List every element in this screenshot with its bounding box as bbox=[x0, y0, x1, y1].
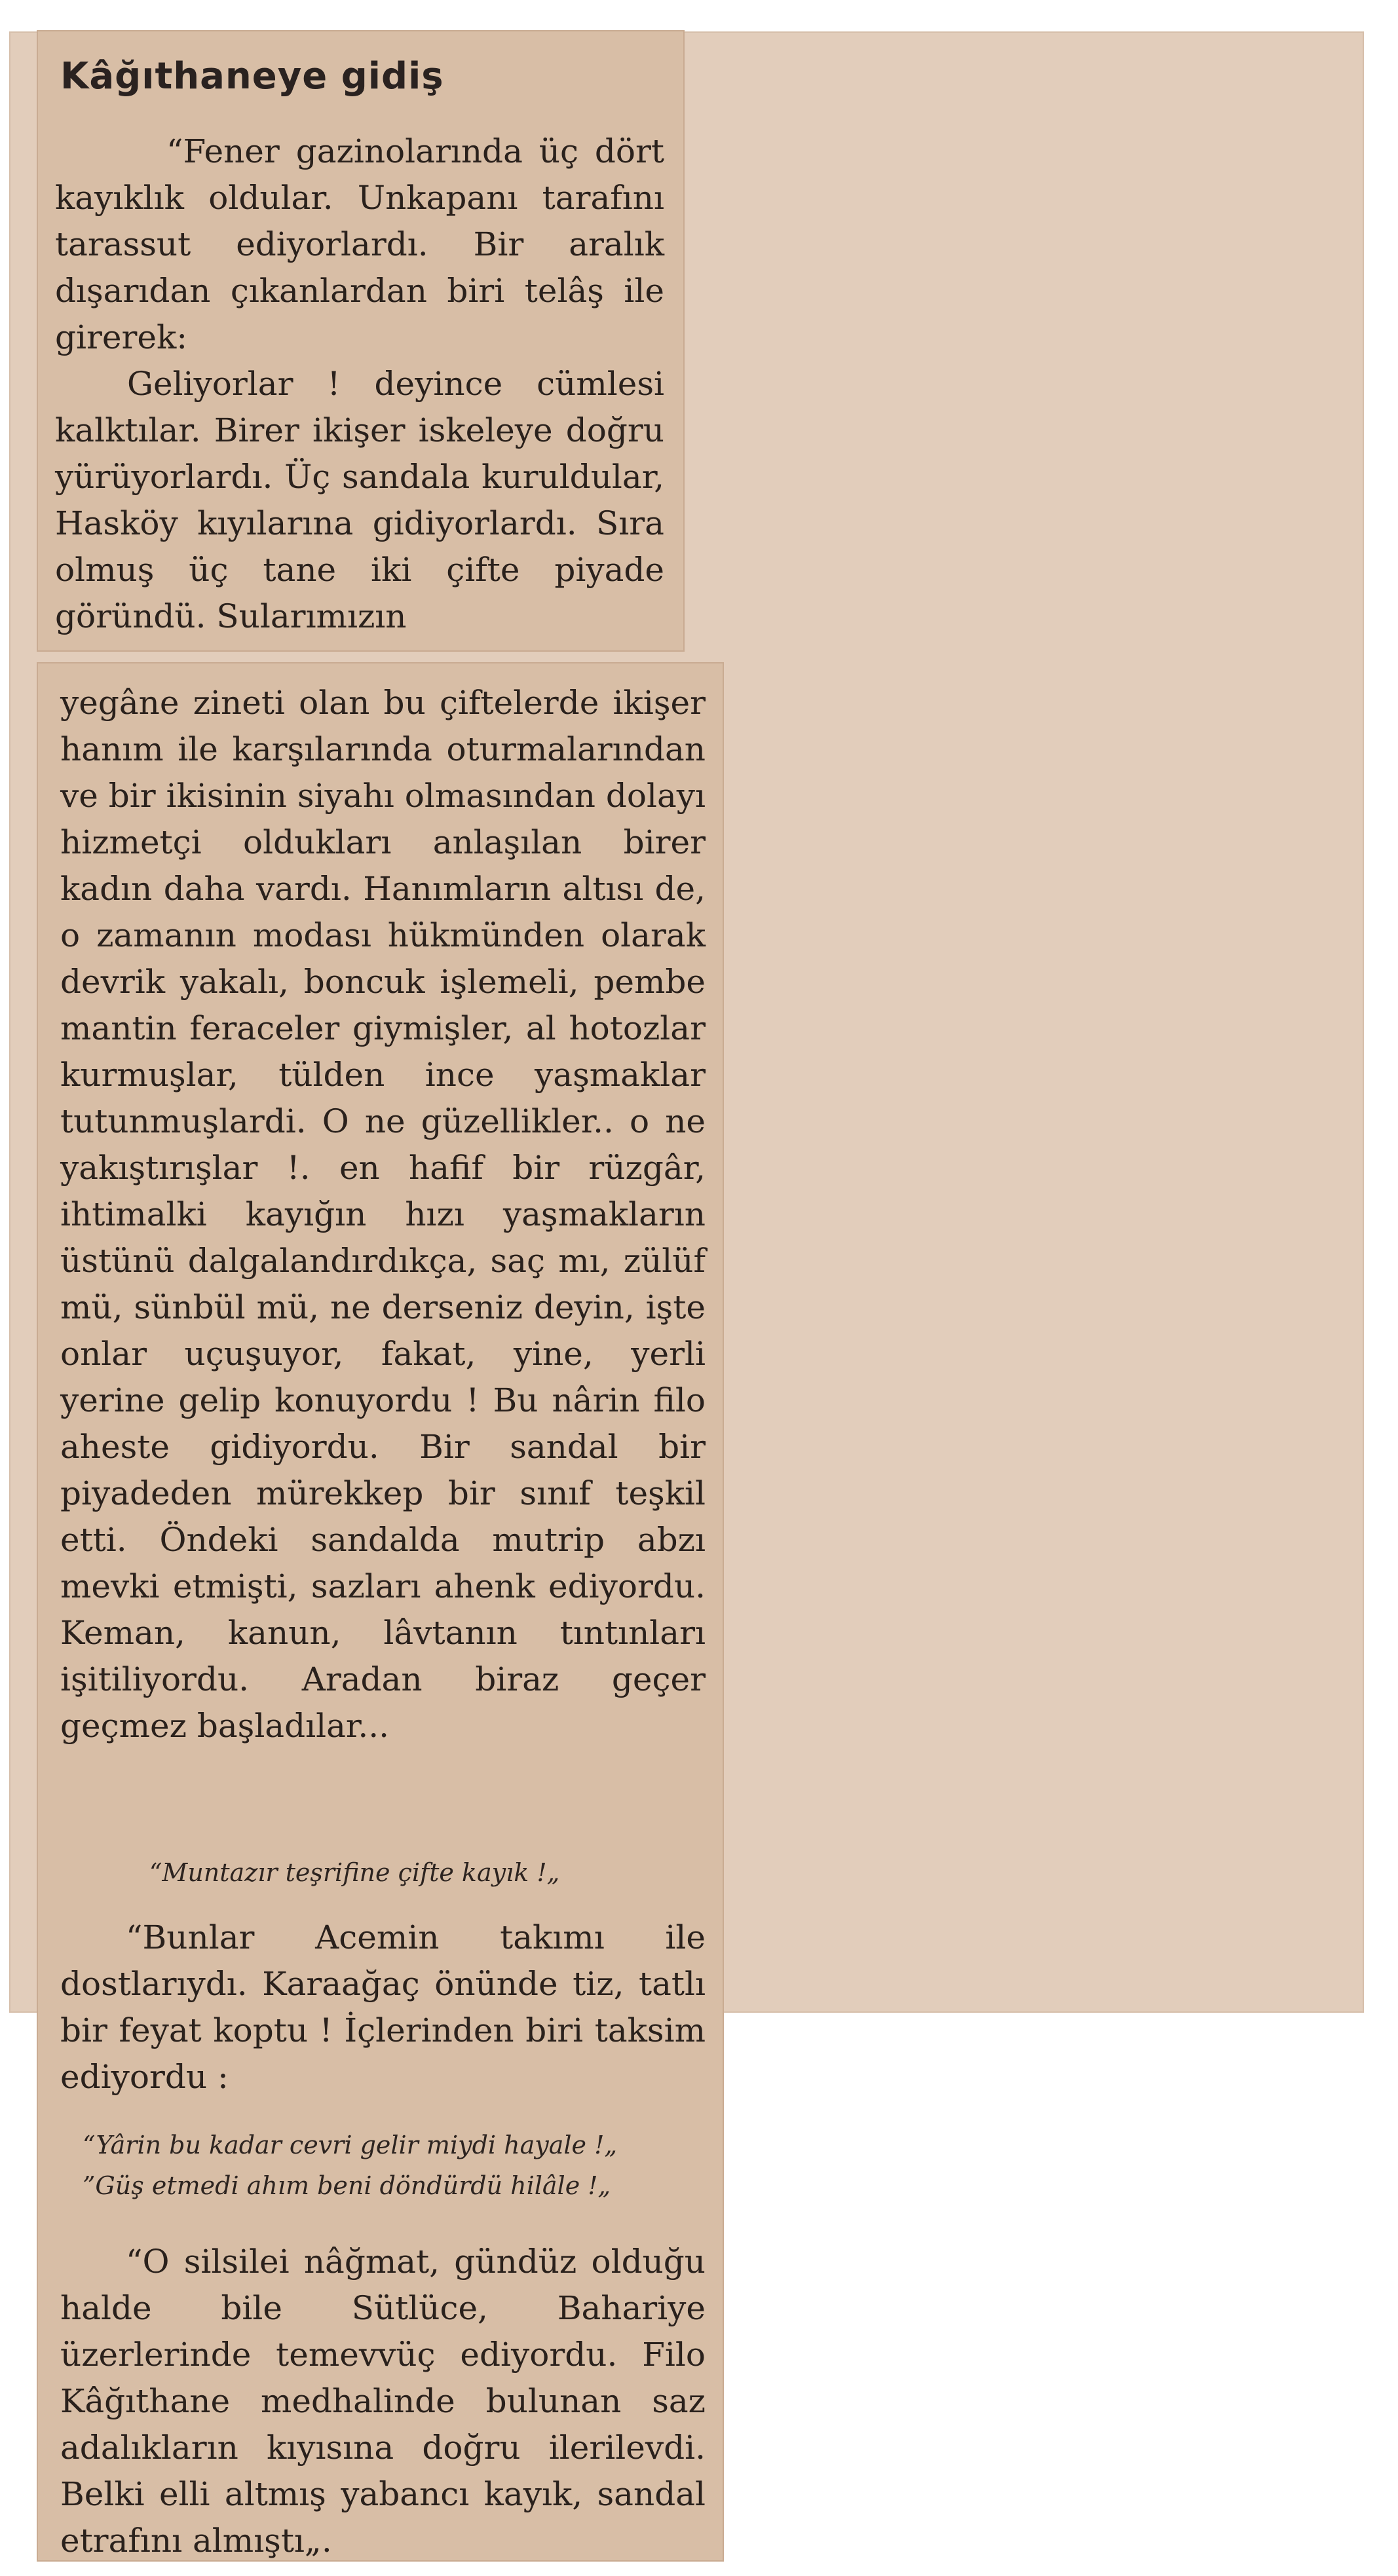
paragraph-3: yegâne zineti olan bu çiftelerde ikişer hanım ile karşılarında oturmalarından ve bir ikisinin siyahı olmasından dolayı hizmetçi oldukları anlaşılan birer kadın daha vardı. Hanımların altısı de, o zamanın modası hükmünden olarak devrik yakalı, boncuk işlemeli, pembe mantin feraceler giymişler, al hotozlar kurmuşlar, tülden ince yaşmaklar tutunmuşlardi. O ne güzellikler.. o ne yakıştırışlar !. en hafif bir rüzgâr, ihtimalki kayığın hızı yaşmakların üstünü dalgalandırdıkça, saç mı, zülüf mü, sünbül mü, ne derseniz deyin, işte onlar uçuşuyor, fakat, yine, yerli yerine gelip konuyordu ! Bu nârin filo aheste gidiyordu. Bir sandal bir piyadeden mürekkep bir sınıf teşkil etti. Öndeki sandalda mutrip abzı mevki etmişti, sazları ahenk ediyordu. Keman, kanun, lâvtanın tıntınları işitiliyordu. Aradan biraz geçer geçmez başladılar... bbox=[60, 684, 706, 1745]
verse-line-2: “Yârin bu kadar cevri gelir miydi hayale !„ bbox=[83, 2131, 618, 2159]
paragraph-4: “Bunlar Acemin takımı ile dostlarıydı. Karaağaç önünde tiz, tatlı bir feyat koptu ! İçlerinden biri taksim ediyordu : bbox=[60, 1918, 706, 2096]
verse-line-1: “Muntazır teşrifine çifte kayık !„ bbox=[149, 1858, 560, 1887]
article-title: Kâğıthaneye gidiş bbox=[60, 55, 444, 98]
paragraph-1: “Fener gazinolarında üç dört kayıklık oldular. Unkapanı tarafını tarassut ediyorlardı. Bir aralık dışarıdan çıkanlardan biri telâş ile girerek: bbox=[55, 132, 664, 356]
paragraph-2: Geliyorlar ! deyince cümlesi kalktılar. Birer ikişer iskeleye doğru yürüyorlardı. Üç sandala kuruldular, Hasköy kıyılarına gidiyorlardı. Sıra olmuş üç tane iki çifte piyade göründü. Sularımızın bbox=[55, 365, 664, 635]
paragraph-5: “O silsilei nâğmat, gündüz olduğu halde bile Sütlüce, Bahariye üzerlerinde temevvüç ediyordu. Filo Kâğıthane medhalinde bulunan saz adalıkların kıyısına doğru ilerilevdi. Belki elli altmış yabancı kayık, sandal etrafını almıştı„. bbox=[60, 2243, 706, 2560]
verse-line-3: ”Güş etmedi ahım beni döndürdü hilâle !„ bbox=[83, 2171, 611, 2200]
